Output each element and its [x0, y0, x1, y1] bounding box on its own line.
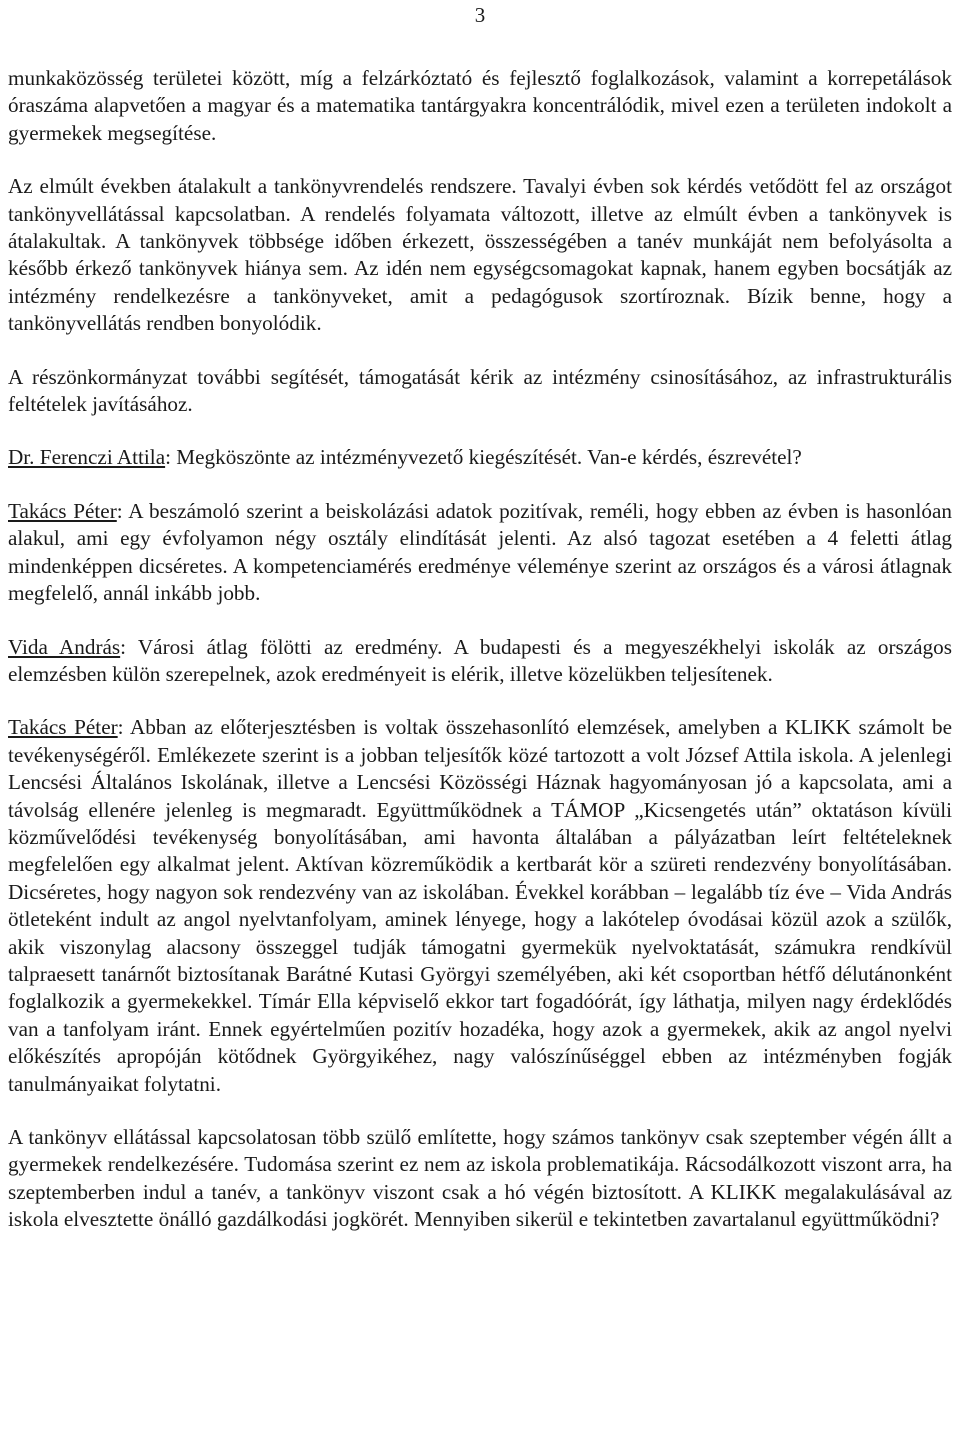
paragraph-2: [8, 173, 952, 337]
paragraph-text: A tankönyv ellátással kapcsolatosan több szülő említette, hogy számos tankönyv csak szeptember végén állt a gyermekek rendelkezésére. Tudomása szerint ez nem az iskola problematikája. Rácsodálkozott viszont arra, ha szeptemberben indul a tanév, a tankönyv viszont csak a hó végén biztosított. A KLIKK megalakulásával az iskola elvesztette önálló gazdálkodási jogkörét. Mennyiben sikerül e tekintetben zavartalanul együttműködni?: [8, 1125, 952, 1232]
paragraph-1: [8, 65, 952, 147]
paragraph-text: : A beszámoló szerint a beiskolázási adatok pozitívak, reméli, hogy ebben az évben is hasonlóan alakul, ami egy évfolyamon négy osztály elindítását jelenti. Az alsó tagozat esetében a 4 feletti átlag mindenképpen dicséretes. A kompetenciamérés eredménye véleménye szerint az országos és a városi átlagnak megfelelő, annál inkább jobb.: [8, 498, 952, 606]
document-body: [8, 65, 952, 1260]
paragraph-7: [8, 714, 952, 1098]
paragraph-text: Az elmúlt években átalakult a tankönyvrendelés rendszere. Tavalyi évben sok kérdés vetődött fel az országot tankönyvellátással kapcsolatban. A rendelés folyamata változott, illetve az elmúlt évben a tankönyvek is átalakultak. A tankönyvek többsége időben érkezett, összességében a tanév munkáját nem befolyásolta a később érkező tankönyvek hiánya sem. Az idén nem egységcsomagokat kapnak, hanem egyben bocsátják az intézmény rendelkezésre a tankönyveket, amit a pedagógusok szortíroznak. Bízik benne, hogy a tankönyvellátás rendben bonyolódik.: [8, 174, 952, 336]
paragraph-6: [8, 634, 952, 689]
paragraph-8: [8, 1124, 952, 1234]
page-number: 3: [474, 3, 486, 27]
paragraph-text: : Megköszönte az intézményvezető kiegészítését. Van-e kérdés, észrevétel?: [165, 445, 802, 470]
paragraph-text: munkaközösség területei között, míg a felzárkóztató és fejlesztő foglalkozások, valamint a korrepetálások óraszáma alapvetően a magyar és a matematika tantárgyakra koncentrálódik, mivel ezen a területen indokolt a gyermekek megsegítése.: [8, 66, 952, 145]
speaker-name: Takács Péter: [8, 498, 117, 523]
paragraph-3: [8, 364, 952, 419]
paragraph-5: [8, 498, 952, 608]
paragraph-text: A részönkormányzat további segítését, támogatását kérik az intézmény csinosításához, az infrastrukturális feltételek javításához.: [8, 364, 952, 417]
paragraph-4: [8, 444, 952, 471]
paragraph-text: : Városi átlag fölötti az eredmény. A budapesti és a megyeszékhelyi iskolák az országos elemzésben külön szerepelnek, azok eredményeit is elérik, illetve közelükben teljesítenek.: [8, 634, 952, 686]
paragraph-text: : Abban az előterjesztésben is voltak összehasonlító elemzések, amelyben a KLIKK számolt be tevékenységéről. Emlékezete szerint is a jobban teljesítők közé tartozott a volt József Attila iskola. A jelenlegi Lencsési Általános Iskolának, illetve a Lencsési Közösségi Háznak hagyományosan jó a kapcsolata, ami a távolság ellenére jelenleg is megmaradt. Együttműködnek a TÁMOP „Kicsengetés után” oktatáson kívüli közművelődési tevékenység bonyolításában, ami havonta általában a pályázatban leírt feltételeknek megfelelően egy alkalmat jelent. Aktívan közreműködik a kertbarát kör a szüreti rendezvény bonyolításában. Dicséretes, hogy nagyon sok rendezvény van az iskolában. Évekkel korábban – legalább tíz éve – Vida András ötleteként indult az angol nyelvtanfolyam, aminek lényege, hogy a lakótelep óvodásai közül azok a szülők, akik viszonylag alacsony összeggel tudják támogatni gyermekük nyelvoktatását, számukra rendkívül talpraesett tanárnőt biztosítanak Barátné Kutasi Györgyi személyében, aki két csoportban hétfő délutánonként foglalkozik a gyermekekkel. Tímár Ella képviselő ekkor tart fogadóórát, így láthatja, milyen nagy érdeklődés van a tanfolyam iránt. Ennek egyértelműen pozitív hozadéka, hogy azok a gyermekek, akik az angol nyelvi előkészítés apropóján kötődnek Györgyikéhez, nagy valószínűséggel ebben az intézményben fogják tanulmányaikat folytatni.: [8, 715, 953, 1096]
speaker-name: Dr. Ferenczi Attila: [8, 445, 166, 470]
speaker-name: Vida András: [8, 634, 121, 659]
speaker-name: Takács Péter: [8, 715, 118, 740]
